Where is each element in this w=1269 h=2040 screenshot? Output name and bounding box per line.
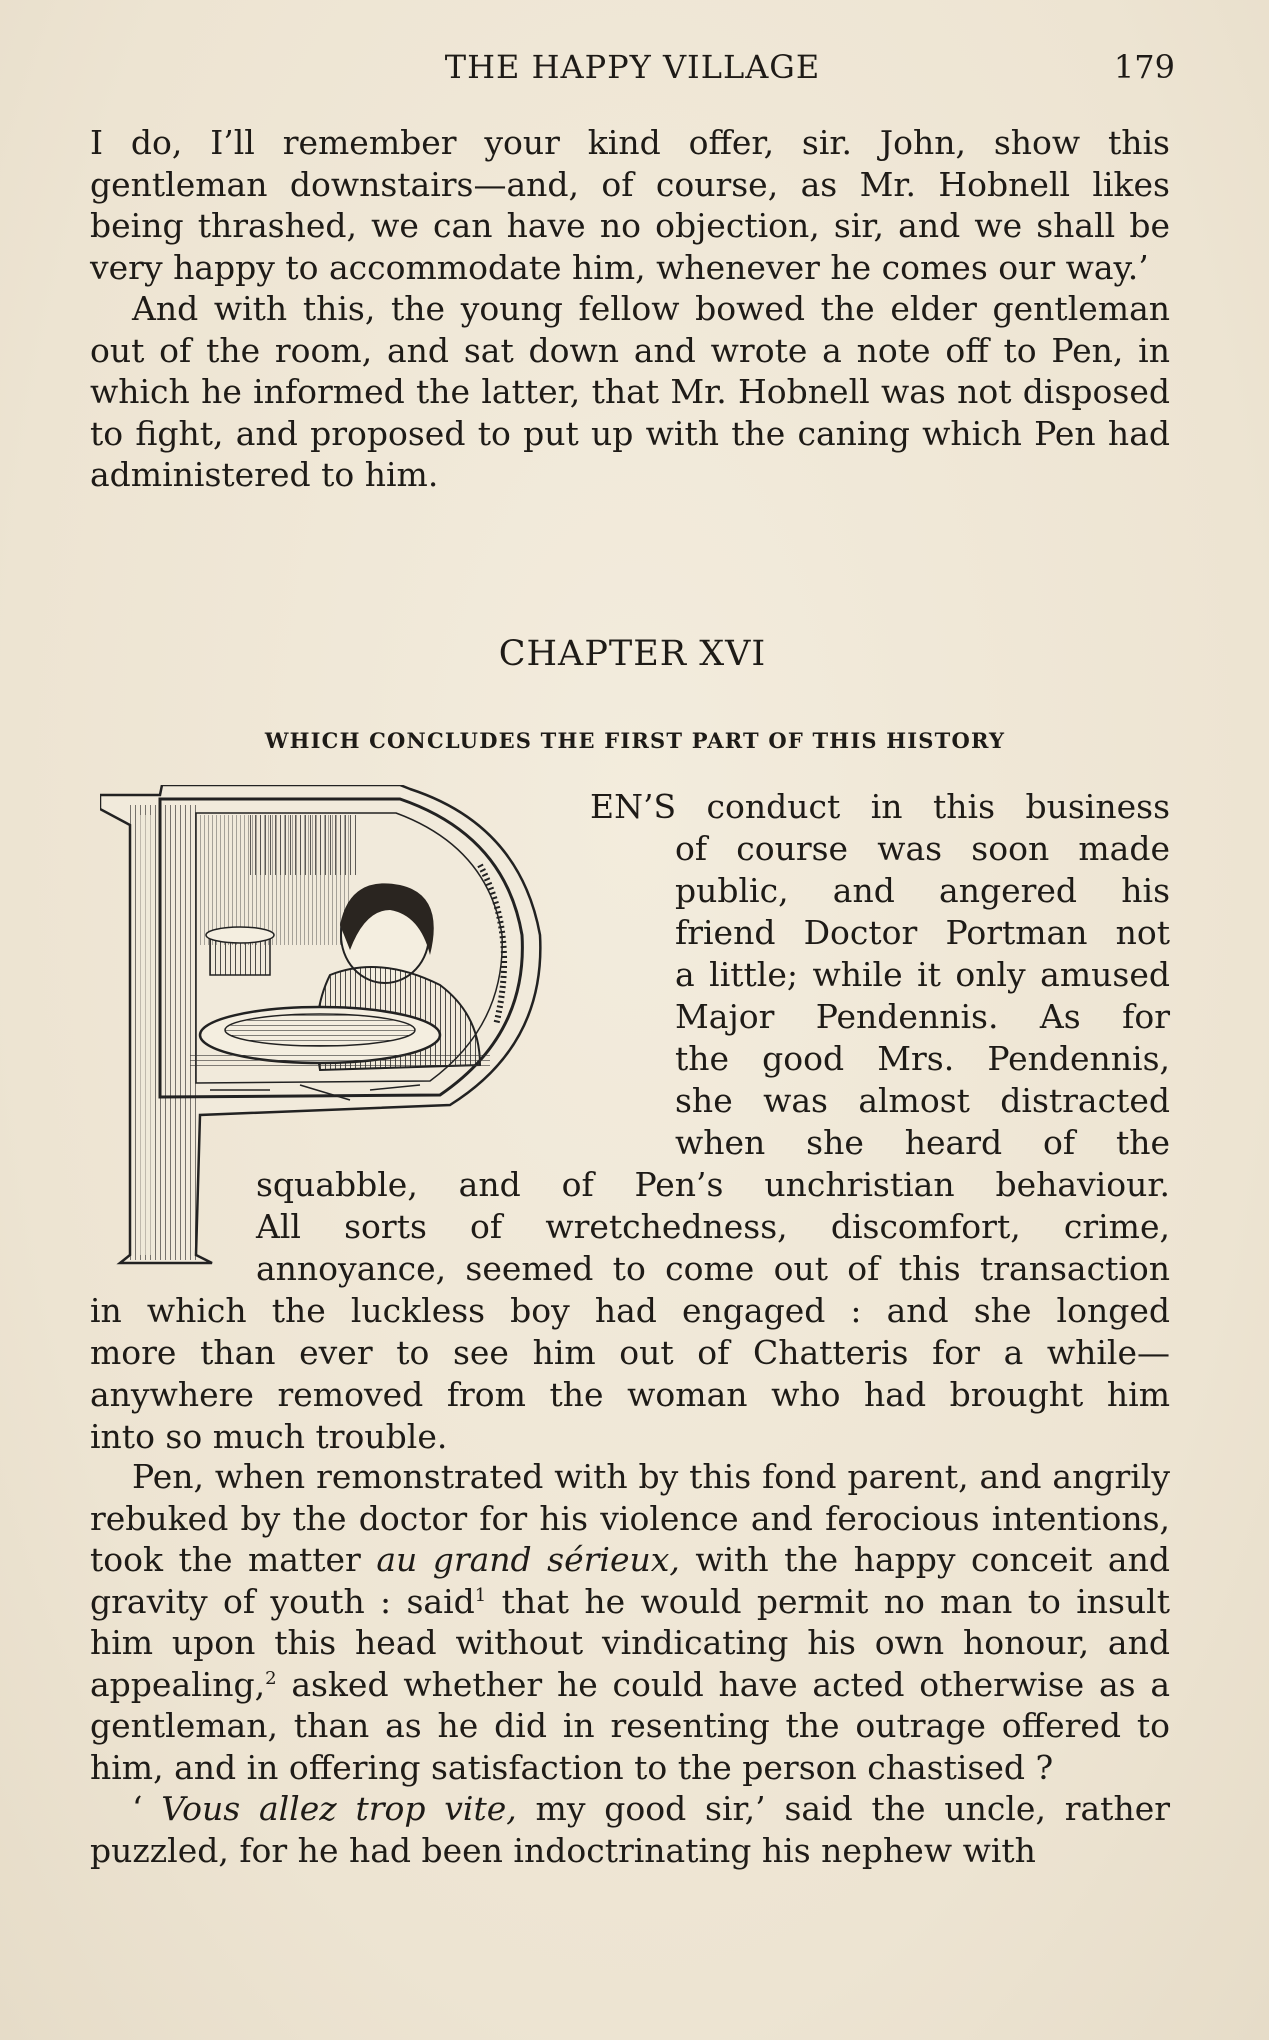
footnote-ref-2[interactable]: 2 (265, 1667, 277, 1689)
continuation-text (90, 1456, 1170, 1871)
uncle-text: my good sir,’ said the uncle, rather puzzled, for he had been indoctrinating his nephew with (90, 1789, 1170, 1870)
uncle-italic-phrase: Vous allez trop vite, (161, 1789, 517, 1828)
pen-text-3: that he would permit no man to insult him upon this head without vindicating his own honour, and appealing, (90, 1581, 1170, 1704)
page-number: 179 (1113, 48, 1175, 86)
pen-text-1: Pen, when remonstrated with by this fond parent, and angrily rebuked by the doctor for his violence and ferocious intentions, took the matter (90, 1457, 1170, 1579)
wrapped-line: EN’S conduct in this business (590, 787, 1170, 826)
uncle-open-quote: ‘ (132, 1789, 162, 1828)
wrapped-line: All sorts of wretchedness, discomfort, crime, (256, 1207, 1170, 1246)
wrapped-line: when she heard of the (675, 1123, 1170, 1162)
wrapped-line: in which the luckless boy had engaged : and she longed (90, 1291, 1170, 1330)
wrapped-line: annoyance, seemed to come out of this transaction (256, 1249, 1170, 1288)
pen-italic-phrase: au grand sérieux, (376, 1540, 680, 1579)
wrapped-line: she was almost distracted (675, 1081, 1170, 1120)
paragraph-uncle (90, 1788, 1170, 1871)
footnote-ref-1[interactable]: 1 (474, 1584, 487, 1606)
chapter-title: CHAPTER XVI (498, 634, 767, 674)
chapter-subtitle: WHICH CONCLUDES THE FIRST PART OF THIS HISTORY (264, 728, 1006, 753)
opening-text (90, 122, 1170, 496)
pen-text-2: with the happy conceit and gravity of youth : said (90, 1540, 1170, 1621)
wrapped-line: the good Mrs. Pendennis, (675, 1039, 1170, 1078)
wrapped-line: anywhere removed from the woman who had brought him (90, 1375, 1170, 1414)
wrapped-line: more than ever to see him out of Chatteris for a while— (90, 1333, 1170, 1372)
paragraph-pen-remonstrated (90, 1456, 1170, 1788)
wrapped-line: of course was soon made (675, 829, 1170, 868)
running-title: THE HAPPY VILLAGE (444, 48, 821, 86)
pen-text-4: asked whether he could have acted otherwise as a gentleman, than as he did in resenting the outrage offered to him, and in offering satisfaction to the person chastised ? (90, 1664, 1170, 1787)
wrapped-line: into so much trouble. (90, 1417, 448, 1456)
wrapped-line: squabble, and of Pen’s unchristian behaviour. (256, 1165, 1170, 1204)
wrapped-line: Major Pendennis. As for (675, 997, 1170, 1036)
paragraph-continuation: I do, I’ll remember your kind offer, sir. John, show this gentleman downstairs—and, of course, as Mr. Hobnell likes being thrashed, we can have no objection, sir, and we shall be very happy to accommodate him, whenever he comes our way.’ (90, 123, 1170, 287)
wrapped-line: public, and angered his (675, 871, 1170, 910)
running-head (90, 48, 1175, 92)
chapter-body-wrapped (90, 786, 1170, 1458)
wrapped-line: a little; while it only amused (675, 955, 1170, 994)
paragraph-hobnell-note: And with this, the young fellow bowed the elder gentleman out of the room, and sat down and wrote a note off to Pen, in which he informed the latter, that Mr. Hobnell was not disposed to fight, and proposed to put up with the caning which Pen had administered to him. (90, 289, 1170, 494)
wrapped-line: friend Doctor Portman not (675, 913, 1170, 952)
